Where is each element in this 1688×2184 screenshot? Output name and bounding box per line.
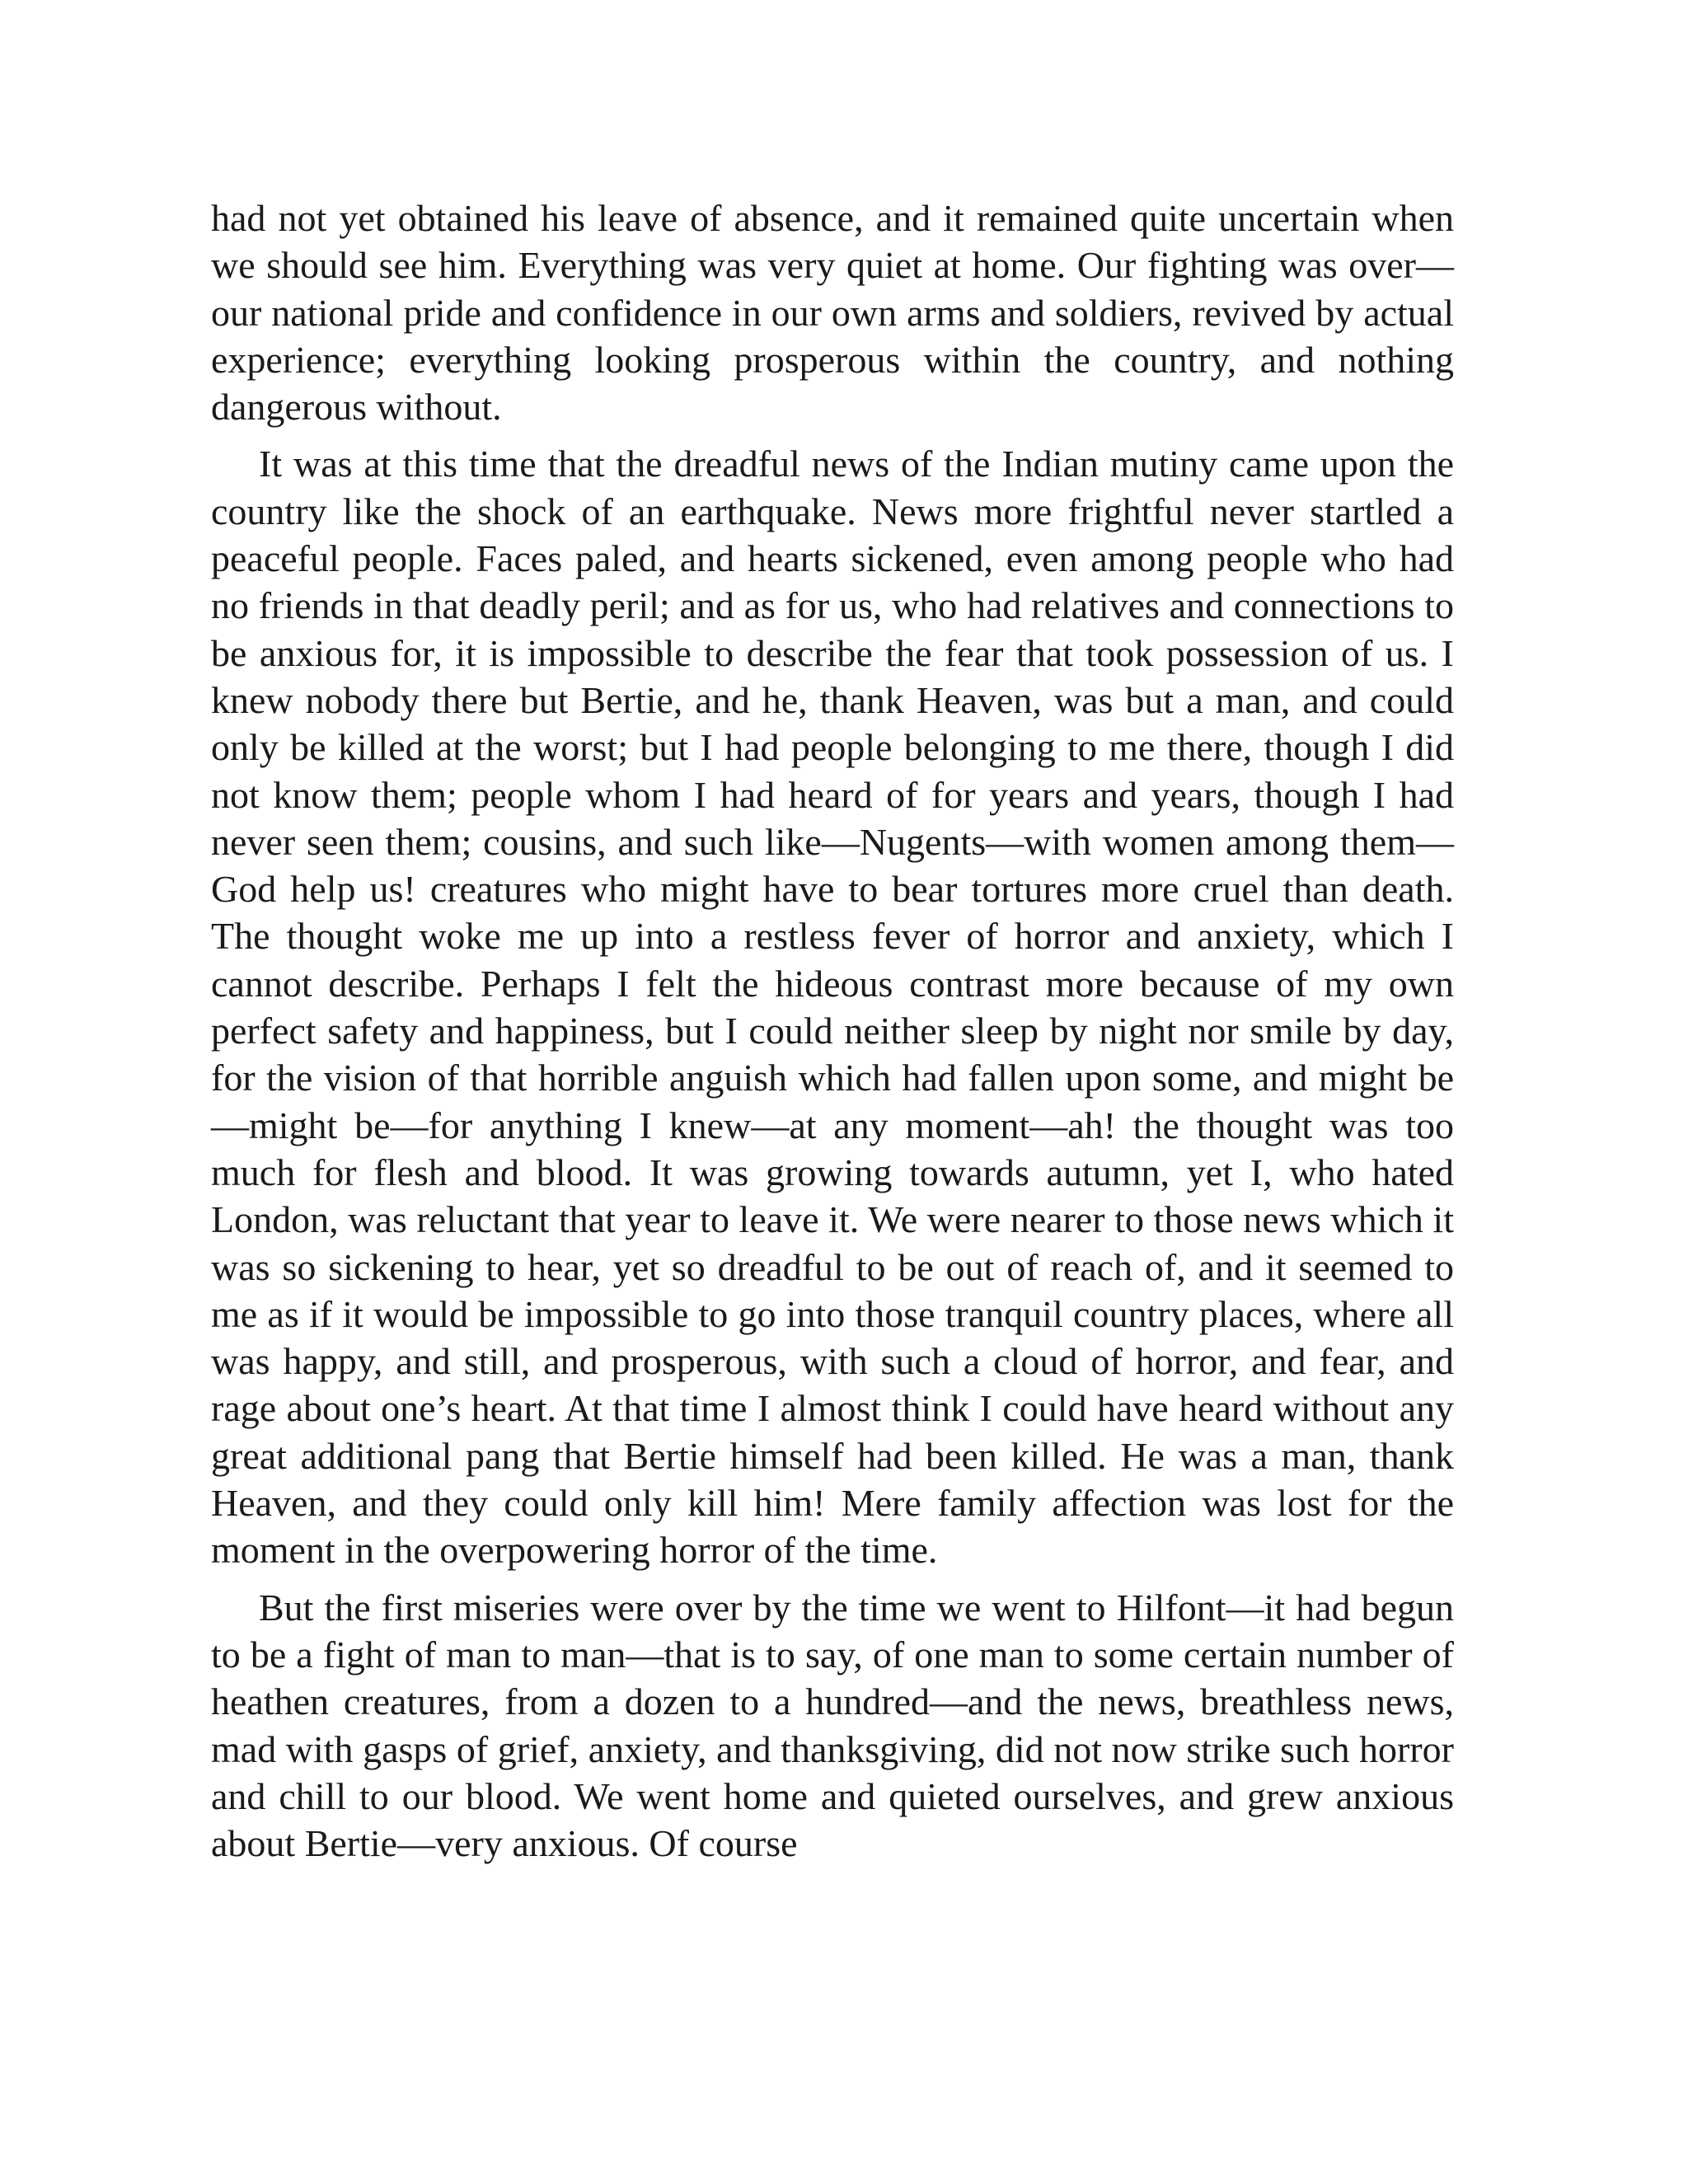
document-page (211, 194, 1454, 1877)
paragraph-indian-mutiny: It was at this time that the dreadful news of the Indian mutiny came upon the country like the shock of an earthquake. News more frightful never startled a peaceful people. Faces paled, and hearts sickened, even among people who had no friends in that deadly peril; and as for us, who had relatives and connections to be anxious for, it is impossible to describe the fear that took possession of us. I knew nobody there but Bertie, and he, thank Heaven, was but a man, and could only be killed at the worst; but I had people belonging to me there, though I did not know them; people whom I had heard of for years and years, though I had never seen them; cousins, and such like—Nugents—with women among them—God help us! creatures who might have to bear tortures more cruel than death. The thought woke me up into a restless fever of horror and anxiety, which I cannot describe. Perhaps I felt the hideous contrast more because of my own perfect safety and happiness, but I could neither sleep by night nor smile by day, for the vision of that horrible anguish which had fallen upon some, and might be—might be—for anything I knew—at any moment—ah! the thought was too much for flesh and blood. It was growing towards autumn, yet I, who hated London, was reluctant that year to leave it. We were nearer to those news which it was so sickening to hear, yet so dreadful to be out of reach of, and it seemed to me as if it would be impossible to go into those tranquil country places, where all was happy, and still, and prosperous, with such a cloud of horror, and fear, and rage about one’s heart. At that time I almost think I could have heard without any great additional pang that Bertie himself had been killed. He was a man, thank Heaven, and they could only kill him! Mere family affection was lost for the moment in the overpowering horror of the time. (211, 443, 1454, 1572)
paragraph-hilfont: But the first miseries were over by the time we went to Hilfont—it had begun to be a fight of man to man—that is to say, of one man to some certain number of heathen creatures, from a dozen to a hundred—and the news, breathless news, mad with gasps of grief, anxiety, and thanksgiving, did not now strike such horror and chill to our blood. We went home and quieted ourselves, and grew anxious about Bertie—very anxious. Of course (211, 1586, 1454, 1865)
paragraph-continuation: had not yet obtained his leave of absence, and it remained quite uncertain when we should see him. Everything was very quiet at home. Our fighting was over—our national pride and confidence in our own arms and soldiers, revived by actual experience; everything looking prosperous within the country, and nothing dangerous without. (211, 197, 1454, 429)
